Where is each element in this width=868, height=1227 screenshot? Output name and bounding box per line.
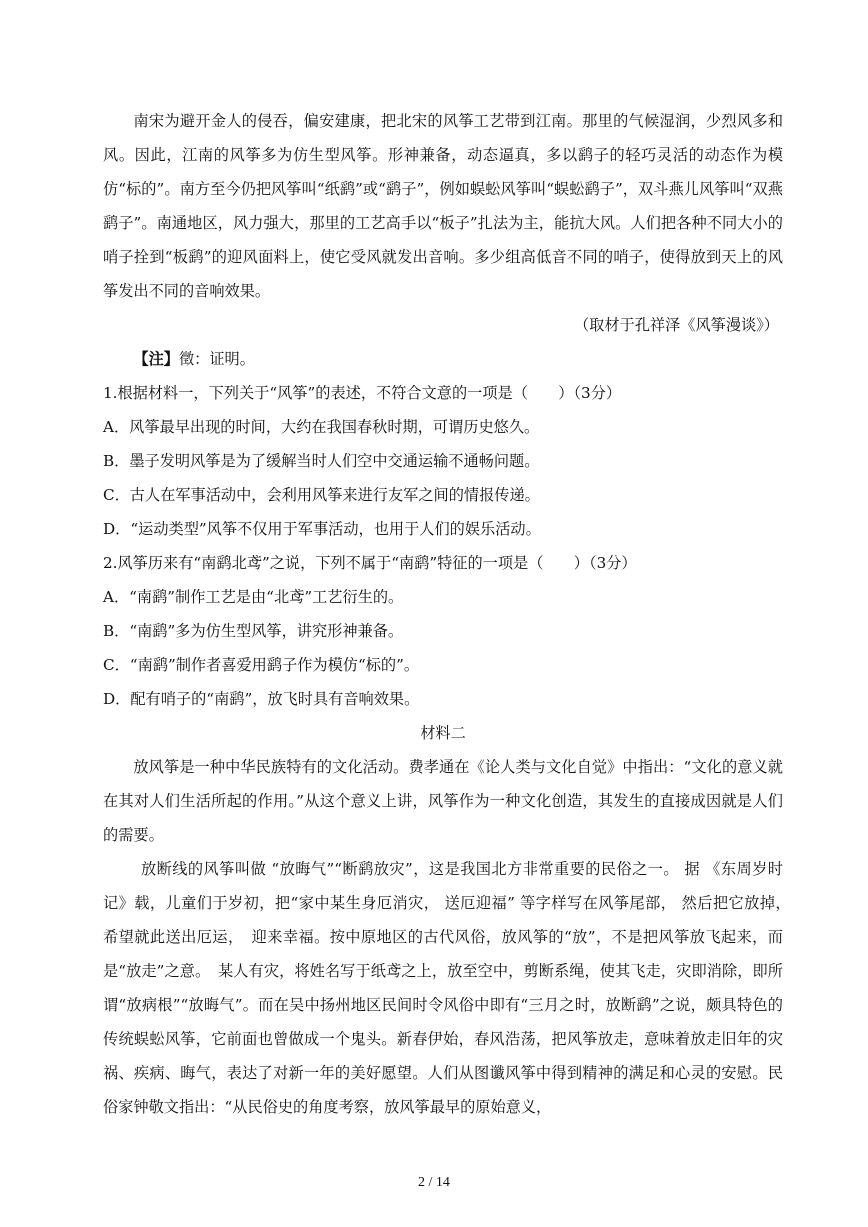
paragraph-material-2-folk: 放断线的风筝叫做 “放晦气”“断鹞放灾”，这是我国北方非常重要的民俗之一。 据 《东周岁时记》载，儿童们于岁初，把“家中某生身厄消灾， 送厄迎福” 等字样写在风筝尾部， 然后把它放掉， 希望就此送出厄运， 迎来幸福。按中原地区的古代风俗，放风筝的“放”，不是把风筝放飞起来，而是“放走”之意。 某人有灾，将姓名写于纸鸢之上，放至空中，剪断系绳，使其飞走，灾即消除，即所谓“放病根”“放晦气”。而在吴中扬州地区民间时令风俗中即有“三月之时，放断鹞”之说，颇具特色的传统蜈蚣风筝，它前面也曾做成一个鬼头。新春伊始，春风浩荡，把风筝放走，意味着放走旧年的灾祸、疾病、晦气，表达了对新一年的美好愿望。人们从图谶风筝中得到精神的满足和心灵的安慰。民俗家钟敬文指出：“从民俗史的角度考察，放风筝最早的原始意义， <box>103 860 799 1116</box>
question-1-stem: 1.根据材料一，下列关于“风筝”的表述，不符合文意的一项是（ ）（3分） <box>103 384 622 402</box>
question-1-option-d: D．“运动类型”风筝不仅用于军事活动，也用于人们的娱乐活动。 <box>103 520 541 538</box>
source-citation: （取材于孔祥泽《风筝漫谈》） <box>573 316 779 334</box>
question-2-option-a: A．“南鹞”制作工艺是由“北鸢”工艺衍生的。 <box>103 588 404 606</box>
question-2-option-b: B．“南鹞”多为仿生型风筝，讲究形神兼备。 <box>103 622 404 640</box>
question-1-option-a: A．风筝最早出现的时间，大约在我国春秋时期，可谓历史悠久。 <box>103 418 540 436</box>
question-2-stem: 2.风筝历来有“南鹞北鸢”之说，下列不属于“南鹞”特征的一项是（ ）（3分） <box>103 554 637 572</box>
material-2-title: 材料二 <box>420 724 466 742</box>
note-tag: 【注】 <box>133 350 179 368</box>
question-1-option-b: B．墨子发明风筝是为了缓解当时人们空中交通运输不通畅问题。 <box>103 452 540 470</box>
paragraph-south-kite: 南宋为避开金人的侵吞，偏安建康，把北宋的风筝工艺带到江南。那里的气候湿润，少烈风多和风。因此，江南的风筝多为仿生型风筝。形神兼备，动态逼真，多以鹞子的轻巧灵活的动态作为模仿“标的”。南方至今仍把风筝叫“纸鹞”或“鹞子”，例如蜈蚣风筝叫“蜈蚣鹞子”，双斗燕儿风筝叫“双燕鹞子”。南通地区，风力强大，那里的工艺高手以“板子”扎法为主，能抗大风。人们把各种不同大小的哨子拴到“板鹞”的迎风面料上，使它受风就发出音响。多少组高低音不同的哨子，使得放到天上的风筝发出不同的音响效果。 <box>103 112 783 300</box>
note-text: 徵：证明。 <box>178 350 255 368</box>
note-line <box>103 342 783 376</box>
question-1-option-c: C．古人在军事活动中，会利用风筝来进行友军之间的情报传递。 <box>103 486 540 504</box>
question-2-option-d: D．配有哨子的“南鹞”，放飞时具有音响效果。 <box>103 690 420 708</box>
page-content <box>103 104 799 1124</box>
question-2-option-c: C．“南鹞”制作者喜爱用鹞子作为模仿“标的”。 <box>103 656 420 674</box>
paragraph-material-2-intro: 放风筝是一种中华民族特有的文化活动。费孝通在《论人类与文化自觉》中指出：“文化的意义就在其对人们生活所起的作用。”从这个意义上讲，风筝作为一种文化创造，其发生的直接成因就是人们的需要。 <box>103 758 783 844</box>
page-number: 2 / 14 <box>418 1175 450 1190</box>
